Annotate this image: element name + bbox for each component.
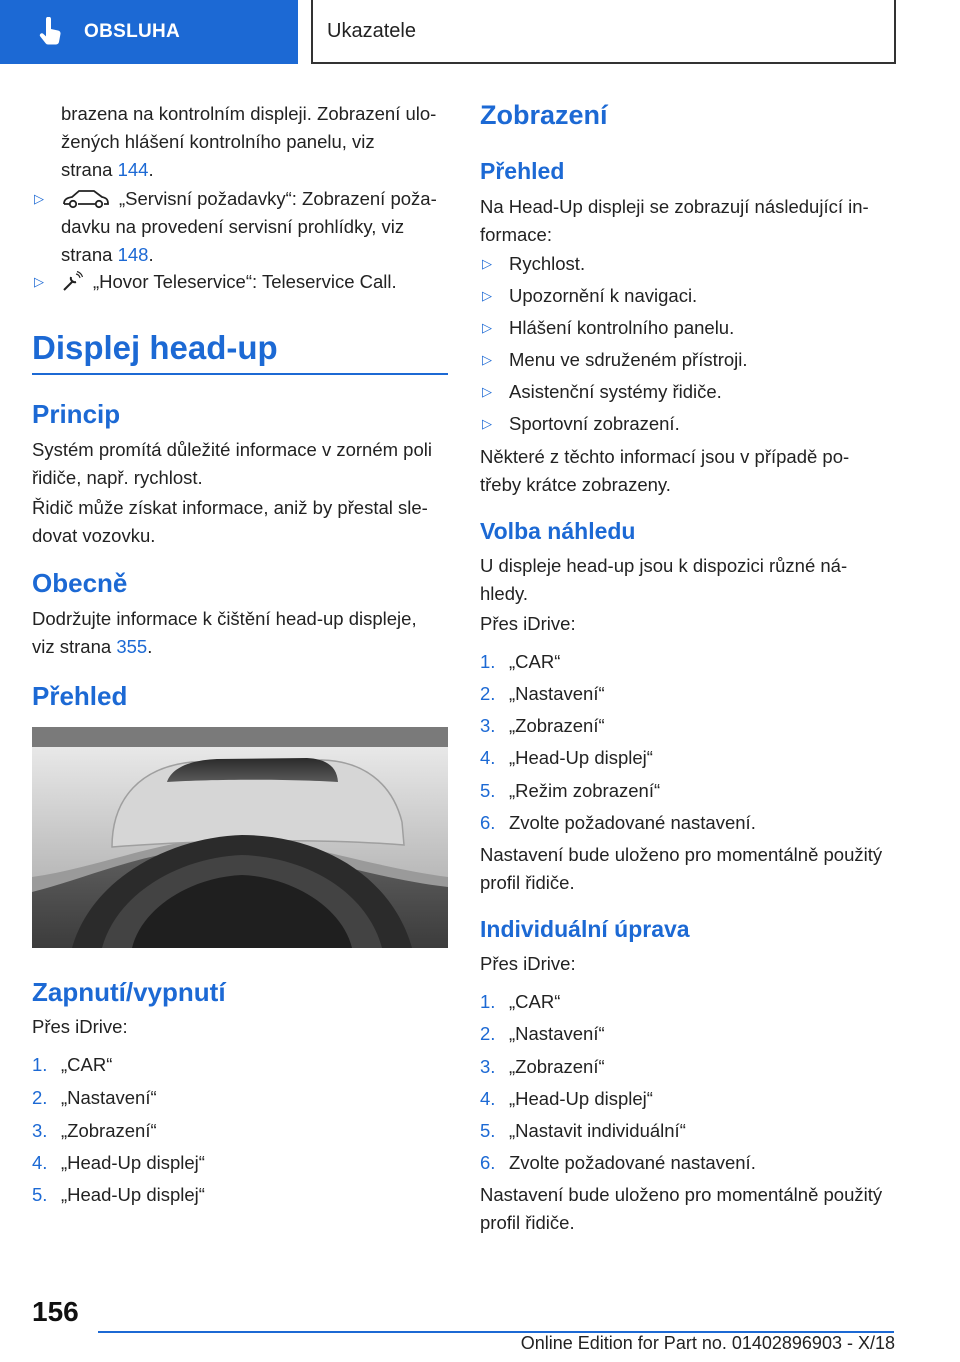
text-line: Nastavení bude uloženo pro momentálně použitý — [480, 1184, 883, 1205]
step-number: 6. — [480, 812, 496, 833]
footer-edition: Online Edition for Part no. 01402896903 - X/18 — [520, 1333, 895, 1353]
individualni-intro: Přes iDrive: — [480, 953, 576, 974]
list-item — [480, 1085, 896, 1113]
list-item — [480, 1020, 896, 1048]
text-line: Dodržujte informace k čištění head-up displeje, — [32, 608, 417, 629]
text-line: davku na provedení servisní prohlídky, viz — [61, 216, 405, 237]
text-line: profil řidiče. — [480, 1212, 575, 1233]
bullet-triangle-icon: ▷ — [482, 288, 492, 303]
list-item — [480, 282, 896, 310]
text-line: Systém promítá důležité informace v zorném poli — [32, 439, 432, 460]
step-number: 5. — [480, 780, 496, 801]
princip-paragraph-2 — [32, 494, 448, 550]
list-item — [32, 1051, 448, 1079]
step-text: „CAR“ — [509, 651, 561, 672]
heading-zapnuti: Zapnutí/vypnutí — [32, 977, 226, 1007]
text-fragment: . — [148, 244, 154, 265]
list-item — [32, 1149, 448, 1177]
step-text: „Head-Up displej“ — [61, 1152, 205, 1173]
list-item — [480, 410, 896, 438]
text-fragment: strana — [61, 159, 118, 180]
step-text: „Nastavení“ — [509, 683, 605, 704]
text-line: hledy. — [480, 583, 528, 604]
step-text: „Zobrazení“ — [509, 1056, 605, 1077]
list-item — [480, 1053, 896, 1081]
step-number: 2. — [32, 1087, 48, 1108]
text-line: formace: — [480, 224, 552, 245]
wrench-signal-icon — [61, 271, 83, 293]
text-line — [32, 633, 448, 661]
page-link-148[interactable]: 148 — [117, 244, 149, 265]
volba-save-note — [480, 841, 896, 897]
item-text: Asistenční systémy řidiče. — [509, 381, 722, 402]
step-number: 6. — [480, 1152, 496, 1173]
list-item — [480, 378, 896, 406]
list-item — [480, 648, 896, 676]
princip-paragraph-1 — [32, 436, 448, 492]
page-link-144[interactable]: 144 — [117, 159, 149, 180]
bullet-triangle-icon: ▷ — [482, 384, 492, 399]
bullet-triangle-icon: ▷ — [482, 416, 492, 431]
step-text: „CAR“ — [61, 1054, 113, 1075]
list-item — [480, 314, 896, 342]
step-number: 4. — [32, 1152, 48, 1173]
list-item — [480, 744, 896, 772]
page-number: 156 — [32, 1296, 79, 1327]
heading-obecne: Obecně — [32, 568, 128, 598]
page-link-355[interactable]: 355 — [116, 636, 148, 657]
obecne-paragraph — [32, 605, 448, 661]
item-text: Sportovní zobrazení. — [509, 413, 680, 434]
continued-paragraph — [32, 100, 448, 184]
step-text: „Zobrazení“ — [61, 1120, 157, 1141]
text-line: řidiče, např. rychlost. — [32, 467, 203, 488]
list-item — [480, 346, 896, 374]
page-heading: Displej head-up — [32, 329, 278, 366]
topic-label: Ukazatele — [327, 19, 416, 42]
heading-prehled-right: Přehled — [480, 158, 565, 184]
step-text: „Zobrazení“ — [509, 715, 605, 736]
list-item — [32, 1084, 448, 1112]
step-number: 3. — [480, 715, 496, 736]
prehled-paragraph — [480, 193, 896, 249]
section-tab-obsluha[interactable] — [0, 0, 298, 64]
zapnuti-intro: Přes iDrive: — [32, 1016, 128, 1037]
text-line: Řidič může získat informace, aniž by přestal sle- — [32, 497, 428, 518]
text-line: žených hlášení kontrolního panelu, viz — [61, 131, 375, 152]
step-number: 1. — [32, 1054, 48, 1075]
list-item — [480, 988, 896, 1016]
step-number: 2. — [480, 1023, 496, 1044]
text-line: Na Head-Up displeji se zobrazují následující in- — [480, 196, 869, 217]
car-service-icon — [61, 188, 111, 210]
item-text: Hlášení kontrolního panelu. — [509, 317, 735, 338]
step-text: „Head-Up displej“ — [509, 1088, 653, 1109]
dashboard-illustration — [32, 727, 448, 948]
text-line: brazena na kontrolním displeji. Zobrazení ulo- — [61, 103, 437, 124]
heading-princip: Princip — [32, 399, 121, 429]
text-line: třeby krátce zobrazeny. — [480, 474, 671, 495]
head-up-display-photo — [32, 727, 448, 948]
individualni-save-note — [480, 1181, 896, 1237]
step-text: „Head-Up displej“ — [61, 1184, 205, 1205]
step-number: 3. — [32, 1120, 48, 1141]
volba-intro: Přes iDrive: — [480, 613, 576, 634]
text-line: Nastavení bude uloženo pro momentálně použitý — [480, 844, 883, 865]
step-text: Zvolte požadované nastavení. — [509, 812, 756, 833]
volba-paragraph — [480, 552, 896, 608]
text-line — [61, 156, 448, 184]
bullet-triangle-icon: ▷ — [34, 191, 44, 206]
step-text: „Nastavení“ — [61, 1087, 157, 1108]
step-text: „Režim zobrazení“ — [509, 780, 661, 801]
note-paragraph — [480, 443, 896, 499]
step-text: „Nastavit individuální“ — [509, 1120, 686, 1141]
text-fragment: . — [148, 159, 154, 180]
step-text: „Head-Up displej“ — [509, 747, 653, 768]
list-item — [32, 1117, 448, 1145]
list-item — [480, 1117, 896, 1145]
item-text: Menu ve sdruženém přístroji. — [509, 349, 748, 370]
bullet-triangle-icon: ▷ — [482, 352, 492, 367]
step-number: 1. — [480, 651, 496, 672]
heading-zobrazeni: Zobrazení — [480, 100, 608, 130]
text-fragment: viz strana — [32, 636, 117, 657]
list-item — [480, 1149, 896, 1177]
list-item — [480, 250, 896, 278]
text-fragment: . — [147, 636, 153, 657]
list-item — [480, 712, 896, 740]
item-text: Rychlost. — [509, 253, 586, 274]
list-item — [480, 809, 896, 837]
text-line: U displeje head-up jsou k dispozici různé ná- — [480, 555, 848, 576]
bullet-triangle-icon: ▷ — [482, 256, 492, 271]
text-line: „Servisní požadavky“: Zobrazení poža- — [119, 188, 437, 209]
list-item-teleservice — [32, 268, 448, 296]
heading-prehled: Přehled — [32, 681, 128, 711]
list-item-service — [32, 185, 448, 269]
section-label: OBSLUHA — [84, 21, 181, 42]
text-fragment: strana — [61, 244, 118, 265]
topic-tab[interactable] — [311, 0, 896, 64]
step-text: „CAR“ — [509, 991, 561, 1012]
step-text: Zvolte požadované nastavení. — [509, 1152, 756, 1173]
item-text: Upozornění k navigaci. — [509, 285, 698, 306]
list-item — [480, 680, 896, 708]
text-line: profil řidiče. — [480, 872, 575, 893]
list-item — [32, 1181, 448, 1209]
heading-volba: Volba náhledu — [480, 518, 636, 544]
step-number: 4. — [480, 1088, 496, 1109]
text-line — [61, 241, 448, 269]
heading-individualni: Individuální úprava — [480, 916, 690, 942]
step-number: 4. — [480, 747, 496, 768]
text-line: dovat vozovku. — [32, 525, 156, 546]
heading-rule — [32, 373, 448, 375]
text-line: „Hovor Teleservice“: Teleservice Call. — [93, 271, 397, 292]
list-item — [480, 777, 896, 805]
step-number: 2. — [480, 683, 496, 704]
bullet-triangle-icon: ▷ — [482, 320, 492, 335]
step-number: 5. — [32, 1184, 48, 1205]
step-number: 5. — [480, 1120, 496, 1141]
text-line: Některé z těchto informací jsou v případě po- — [480, 446, 850, 467]
bullet-triangle-icon: ▷ — [34, 274, 44, 289]
step-number: 3. — [480, 1056, 496, 1077]
step-number: 1. — [480, 991, 496, 1012]
step-text: „Nastavení“ — [509, 1023, 605, 1044]
hand-pointer-icon — [38, 17, 64, 47]
